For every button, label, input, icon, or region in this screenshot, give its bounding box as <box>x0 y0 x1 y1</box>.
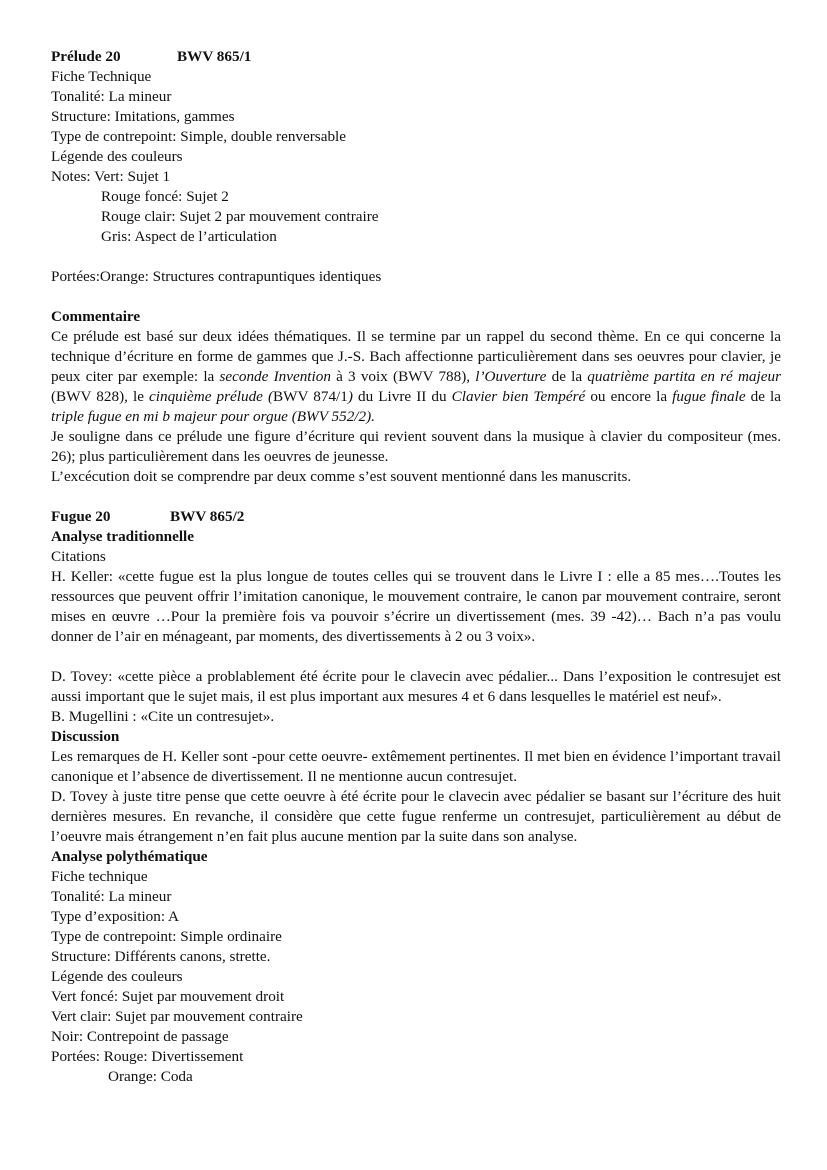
prelude-structure: Structure: Imitations, gammes <box>51 108 235 125</box>
prelude-rouge-clair: Rouge clair: Sujet 2 par mouvement contraire <box>101 208 379 225</box>
fugue-title: Fugue 20 <box>51 508 111 525</box>
fugue-portees: Portées: Rouge: Divertissement <box>51 1048 244 1065</box>
prelude-rouge-fonce: Rouge foncé: Sujet 2 <box>101 188 229 205</box>
fugue-legende: Légende des couleurs <box>51 968 183 985</box>
prelude-legende: Légende des couleurs <box>51 148 183 165</box>
fugue-bwv: BWV 865/2 <box>170 508 245 525</box>
citations-label: Citations <box>51 548 106 565</box>
discussion-paragraph-2: D. Tovey à juste titre pense que cette oeuvre à été écrite pour le clavecin avec pédalier se basant sur l’écriture des huit dernières mesures. En revanche, il considère que cette fugue renferme un contresujet, particulièrement au début de l’oeuvre mais étrangement n’en fait plus aucune mention par la suite dans son analyse. <box>51 788 781 845</box>
analyse-traditionnelle-heading: Analyse traditionnelle <box>51 528 195 545</box>
prelude-gris: Gris: Aspect de l’articulation <box>101 228 277 245</box>
prelude-title: Prélude 20 <box>51 48 121 65</box>
prelude-heading <box>51 47 781 67</box>
tovey-citation: D. Tovey: «cette pièce a problablement été écrite pour le clavecin avec pédalier... Dans l’exposition le contresujet est aussi important que le sujet mais, il est plus important aux mesures 4 et 6 dans lesquelles le matériel est neuf». <box>51 668 781 705</box>
prelude-portees: Portées:Orange: Structures contrapuntiques identiques <box>51 268 382 285</box>
prelude-bwv: BWV 865/1 <box>177 48 252 65</box>
fugue-heading <box>51 507 781 527</box>
fugue-orange: Orange: Coda <box>108 1068 193 1085</box>
fugue-fiche: Fiche technique <box>51 868 148 885</box>
mugellini-citation: B. Mugellini : «Cite un contresujet». <box>51 708 275 725</box>
commentaire-paragraph-3: L’excécution doit se comprendre par deux comme s’est souvent mentionné dans les manuscrits. <box>51 468 632 485</box>
fugue-contrepoint: Type de contrepoint: Simple ordinaire <box>51 928 282 945</box>
commentaire-heading: Commentaire <box>51 308 141 325</box>
prelude-tonalite: Tonalité: La mineur <box>51 88 172 105</box>
fugue-noir: Noir: Contrepoint de passage <box>51 1028 229 1045</box>
discussion-heading: Discussion <box>51 728 120 745</box>
discussion-paragraph-1: Les remarques de H. Keller sont -pour cette oeuvre- extêmement pertinentes. Il met bien en évidence l’important travail canonique et l’absence de divertissement. Il ne mentionne aucun contresujet. <box>51 748 781 785</box>
prelude-contrepoint: Type de contrepoint: Simple, double renversable <box>51 128 347 145</box>
commentaire-paragraph-1: Ce prélude est basé sur deux idées thématiques. Il se termine par un rappel du second thème. En ce qui concerne la technique d’écriture en forme de gammes que J.-S. Bach affectionne particulièrement dans ses oeuvres pour clavier, je peux citer par exemple: la seconde Invention à 3 voix (BWV 788), l’Ouverture de la quatrième partita en ré majeur (BWV 828), le cinquième prélude (BWV 874/1) du Livre II du Clavier bien Tempéré ou encore la fugue finale de la triple fugue en mi b majeur pour orgue (BWV 552/2). <box>51 328 781 425</box>
fugue-vert-fonce: Vert foncé: Sujet par mouvement droit <box>51 988 285 1005</box>
prelude-notes-vert: Notes: Vert: Sujet 1 <box>51 168 171 185</box>
commentaire-paragraph-2: Je souligne dans ce prélude une figure d’écriture qui revient souvent dans la musique à clavier du compositeur (mes. 26); plus particulièrement dans les oeuvres de jeunesse. <box>51 428 781 465</box>
fugue-structure: Structure: Différents canons, strette. <box>51 948 271 965</box>
prelude-fiche: Fiche Technique <box>51 68 152 85</box>
fugue-tonalite: Tonalité: La mineur <box>51 888 172 905</box>
analyse-polythematique-heading: Analyse polythématique <box>51 848 208 865</box>
document-page <box>51 47 781 1087</box>
fugue-vert-clair: Vert clair: Sujet par mouvement contraire <box>51 1008 303 1025</box>
keller-citation: H. Keller: «cette fugue est la plus longue de toutes celles qui se trouvent dans le Livre I : elle a 85 mes….Toutes les ressources que peuvent offrir l’imitation canonique, le mouvement contraire, le canon par mouvement contraire, seront mises en œuvre …Pour la première fois va pouvoir s’écrire un divertissement (mes. 39 -42)… Bach n’a pas voulu donner de l’air en ménageant, par moments, des divertissements à 2 ou 3 voix». <box>51 568 781 645</box>
fugue-exposition: Type d’exposition: A <box>51 908 180 925</box>
